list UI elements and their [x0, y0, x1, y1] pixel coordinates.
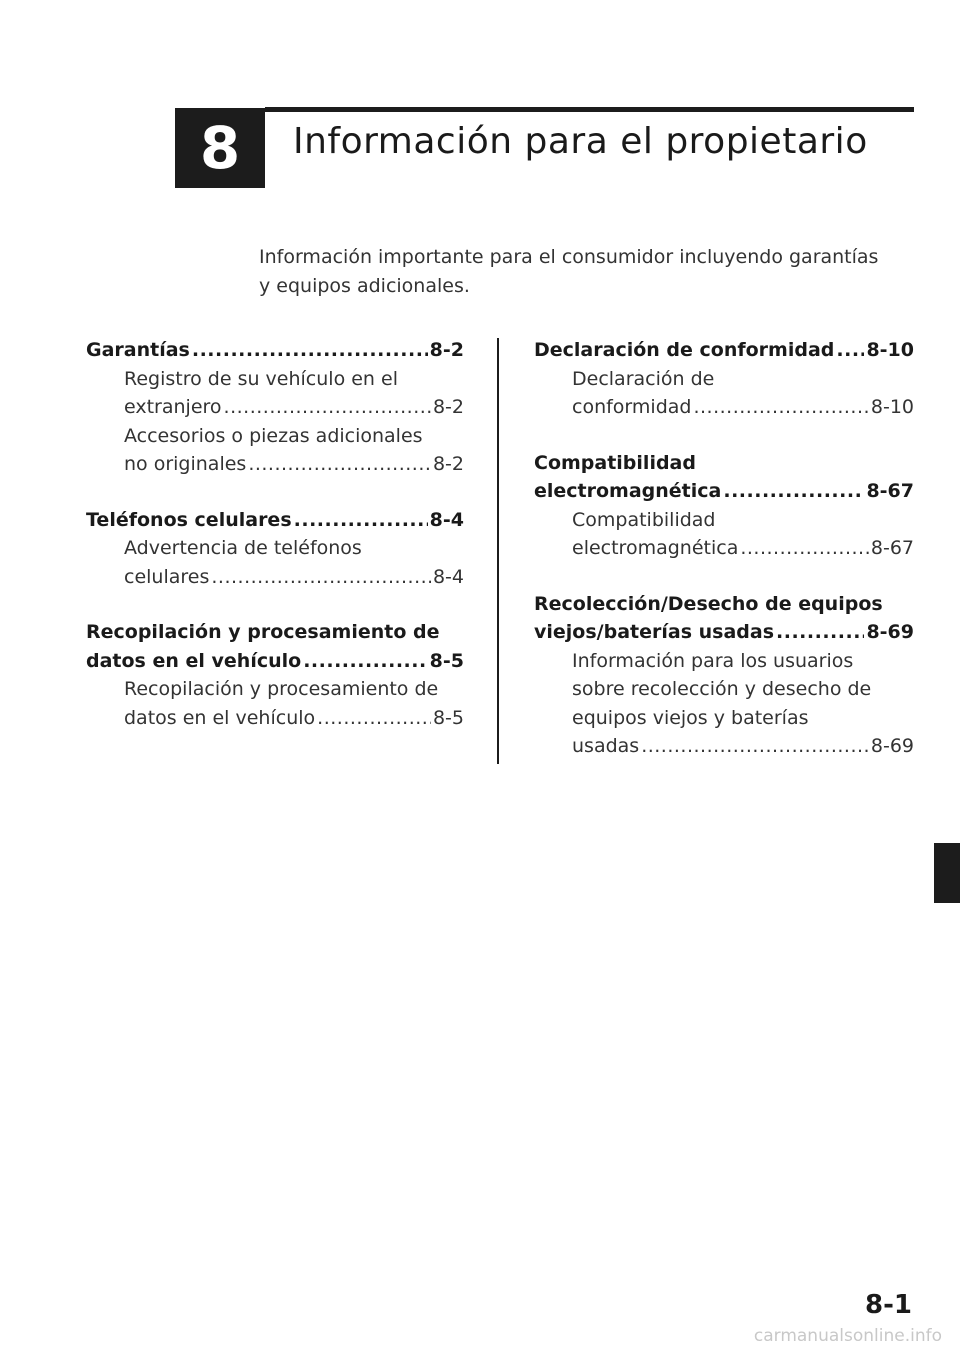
toc-section-link[interactable] — [86, 336, 464, 365]
chapter-number: 8 — [199, 114, 241, 182]
toc-page-ref: 8-4 — [429, 508, 464, 531]
page-number: 8-1 — [865, 1290, 912, 1320]
toc-page-ref: 8-67 — [870, 537, 914, 559]
toc-section-link[interactable] — [534, 336, 914, 365]
dot-leader — [740, 534, 869, 563]
toc-subentry-text: Registro de su vehículo en el — [124, 367, 398, 390]
toc-section-title: electromagnética — [534, 480, 722, 502]
toc-page-ref: 8-2 — [432, 396, 464, 418]
intro-line: Información importante para el consumidor incluyendo garantías — [259, 246, 879, 268]
toc-subentry[interactable] — [534, 647, 914, 761]
toc-subentry-text: conformidad — [572, 396, 692, 418]
intro-line: y equipos adicionales. — [259, 275, 470, 297]
column-divider — [497, 338, 499, 764]
toc-subentry-text: usadas — [572, 735, 640, 757]
dot-leader — [211, 563, 431, 592]
toc-section-link[interactable] — [534, 449, 914, 506]
toc-subentry-text: no originales — [124, 453, 247, 475]
toc-subentry[interactable] — [86, 534, 464, 591]
toc-subentry[interactable] — [86, 422, 464, 479]
watermark: carmanualsonline.info — [753, 1326, 942, 1346]
toc-subentry-text: equipos viejos y baterías — [572, 706, 809, 729]
toc-section-title: Declaración de conformidad — [534, 339, 835, 361]
toc-column-left — [86, 336, 464, 732]
toc-section-link[interactable] — [86, 618, 464, 675]
toc-page-ref: 8-10 — [870, 396, 914, 418]
chapter-title: Información para el propietario — [293, 121, 868, 162]
toc-section-title: Garantías — [86, 339, 190, 361]
toc-column-right — [534, 336, 914, 761]
toc-page-ref: 8-5 — [429, 649, 464, 672]
dot-leader — [693, 393, 868, 422]
toc-subentry[interactable] — [86, 365, 464, 422]
toc-section-title: Recopilación y procesamiento de — [86, 621, 440, 643]
chapter-header-rule — [265, 107, 914, 112]
toc-subentry[interactable] — [534, 365, 914, 422]
toc-section-title: Compatibilidad — [534, 451, 696, 474]
dot-leader — [303, 647, 427, 676]
toc-section-link[interactable] — [534, 590, 914, 647]
toc-subentry-text: Compatibilidad — [572, 508, 716, 531]
dot-leader — [317, 704, 431, 733]
dot-leader — [192, 336, 428, 365]
toc-page-ref: 8-5 — [432, 706, 464, 729]
toc-page-ref: 8-2 — [429, 339, 464, 361]
toc-subentry-text: sobre recolección y desecho de — [572, 678, 872, 700]
toc-page-ref: 8-4 — [432, 565, 464, 588]
toc-section-title: viejos/baterías usadas — [534, 621, 775, 643]
toc-subentry-text: Accesorios o piezas adicionales — [124, 424, 423, 447]
toc-section-title: Teléfonos celulares — [86, 508, 292, 531]
dot-leader — [723, 477, 864, 506]
toc-page-ref: 8-69 — [866, 621, 914, 643]
toc-subentry-text: Recopilación y procesamiento de — [124, 678, 439, 700]
chapter-number-box — [175, 108, 265, 188]
dot-leader — [294, 506, 428, 535]
dot-leader — [776, 618, 864, 647]
toc-page-ref: 8-69 — [870, 735, 914, 757]
dot-leader — [836, 336, 864, 365]
dot-leader — [248, 450, 431, 479]
chapter-edge-tab — [934, 843, 960, 903]
dot-leader — [224, 393, 431, 422]
toc-subentry-text: Información para los usuarios — [572, 649, 854, 672]
dot-leader — [641, 732, 869, 761]
toc-page-ref: 8-67 — [866, 480, 914, 502]
toc-page-ref: 8-2 — [432, 453, 464, 475]
toc-section-link[interactable] — [86, 506, 464, 535]
toc-subentry-text: Advertencia de teléfonos — [124, 537, 362, 559]
toc-subentry-text: extranjero — [124, 396, 222, 418]
chapter-intro — [259, 243, 919, 301]
toc-section-title: Recolección/Desecho de equipos — [534, 592, 883, 615]
toc-subentry-text: celulares — [124, 565, 210, 588]
toc-section-title: datos en el vehículo — [86, 649, 302, 672]
toc-subentry-text: datos en el vehículo — [124, 706, 316, 729]
toc-subentry[interactable] — [86, 675, 464, 732]
toc-subentry-text: Declaración de — [572, 367, 715, 390]
toc-subentry-text: electromagnética — [572, 537, 739, 559]
toc-page-ref: 8-10 — [866, 339, 914, 361]
toc-subentry[interactable] — [534, 506, 914, 563]
